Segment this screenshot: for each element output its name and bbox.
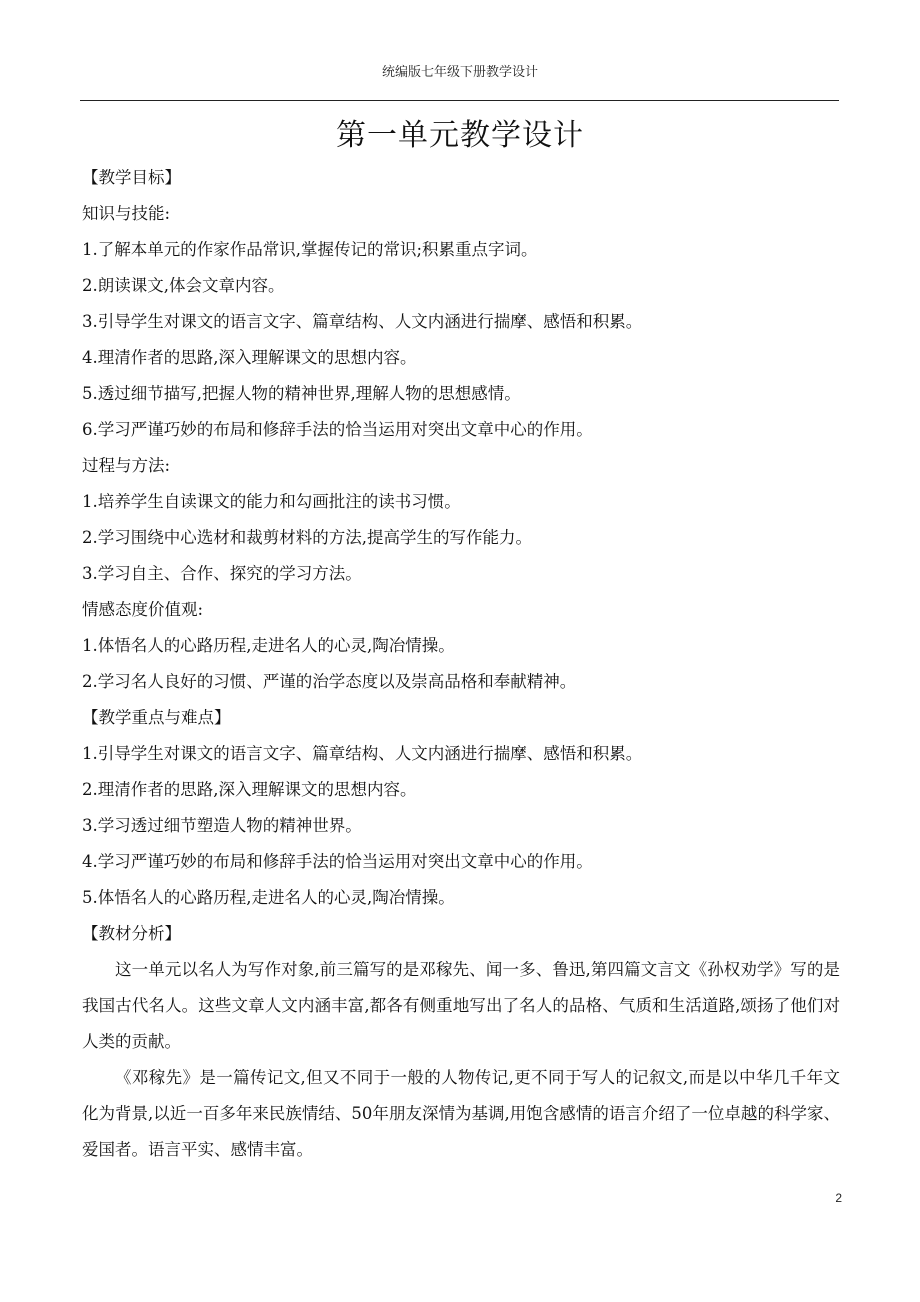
list-item: 3.引导学生对课文的语言文字、篇章结构、人文内涵进行揣摩、感悟和积累。 bbox=[82, 312, 643, 331]
section-heading-objectives: 【教学目标】 bbox=[82, 168, 181, 187]
subheading-process: 过程与方法: bbox=[82, 456, 171, 475]
subheading-knowledge: 知识与技能: bbox=[82, 204, 171, 223]
list-item: 5.透过细节描写,把握人物的精神世界,理解人物的思想感情。 bbox=[82, 384, 521, 403]
list-item: 2.理清作者的思路,深入理解课文的思想内容。 bbox=[82, 780, 417, 799]
section-heading-analysis: 【教材分析】 bbox=[82, 924, 181, 943]
list-item: 2.朗读课文,体会文章内容。 bbox=[82, 276, 285, 295]
analysis-paragraph: 《邓稼先》是一篇传记文,但又不同于一般的人物传记,更不同于写人的记叙文,而是以中华几千年文化为背景,以近一百多年来民族情结、50年朋友深情为基调,用饱含感情的语言介绍了一位卓越的科学家、爱国者。语言平实、感情丰富。 bbox=[82, 1068, 840, 1159]
document-title: 第一单元教学设计 bbox=[336, 118, 584, 153]
list-item: 4.学习严谨巧妙的布局和修辞手法的恰当运用对突出文章中心的作用。 bbox=[82, 852, 593, 871]
list-item: 5.体悟名人的心路历程,走进名人的心灵,陶冶情操。 bbox=[82, 888, 455, 907]
list-item: 2.学习围绕中心选材和裁剪材料的方法,提高学生的写作能力。 bbox=[82, 528, 532, 547]
list-item: 4.理清作者的思路,深入理解课文的思想内容。 bbox=[82, 348, 417, 367]
analysis-paragraph: 这一单元以名人为写作对象,前三篇写的是邓稼先、闻一多、鲁迅,第四篇文言文《孙权劝学》写的是我国古代名人。这些文章人文内涵丰富,都各有侧重地写出了名人的品格、气质和生活道路,颂扬了他们对人类的贡献。 bbox=[82, 960, 840, 1051]
subheading-attitude: 情感态度价值观: bbox=[82, 600, 204, 619]
running-header: 统编版七年级下册教学设计 bbox=[381, 65, 538, 80]
list-item: 1.体悟名人的心路历程,走进名人的心灵,陶冶情操。 bbox=[82, 636, 455, 655]
header-rule bbox=[80, 100, 839, 101]
list-item: 3.学习透过细节塑造人物的精神世界。 bbox=[82, 816, 362, 835]
document-body bbox=[82, 160, 840, 1168]
page-number: 2 bbox=[835, 1191, 842, 1205]
list-item: 3.学习自主、合作、探究的学习方法。 bbox=[82, 564, 362, 583]
list-item: 1.引导学生对课文的语言文字、篇章结构、人文内涵进行揣摩、感悟和积累。 bbox=[82, 744, 643, 763]
section-heading-key-points: 【教学重点与难点】 bbox=[82, 708, 231, 727]
list-item: 2.学习名人良好的习惯、严谨的治学态度以及崇高品格和奉献精神。 bbox=[82, 672, 577, 691]
list-item: 6.学习严谨巧妙的布局和修辞手法的恰当运用对突出文章中心的作用。 bbox=[82, 420, 593, 439]
list-item: 1.培养学生自读课文的能力和勾画批注的读书习惯。 bbox=[82, 492, 461, 511]
list-item: 1.了解本单元的作家作品常识,掌握传记的常识;积累重点字词。 bbox=[82, 240, 538, 259]
